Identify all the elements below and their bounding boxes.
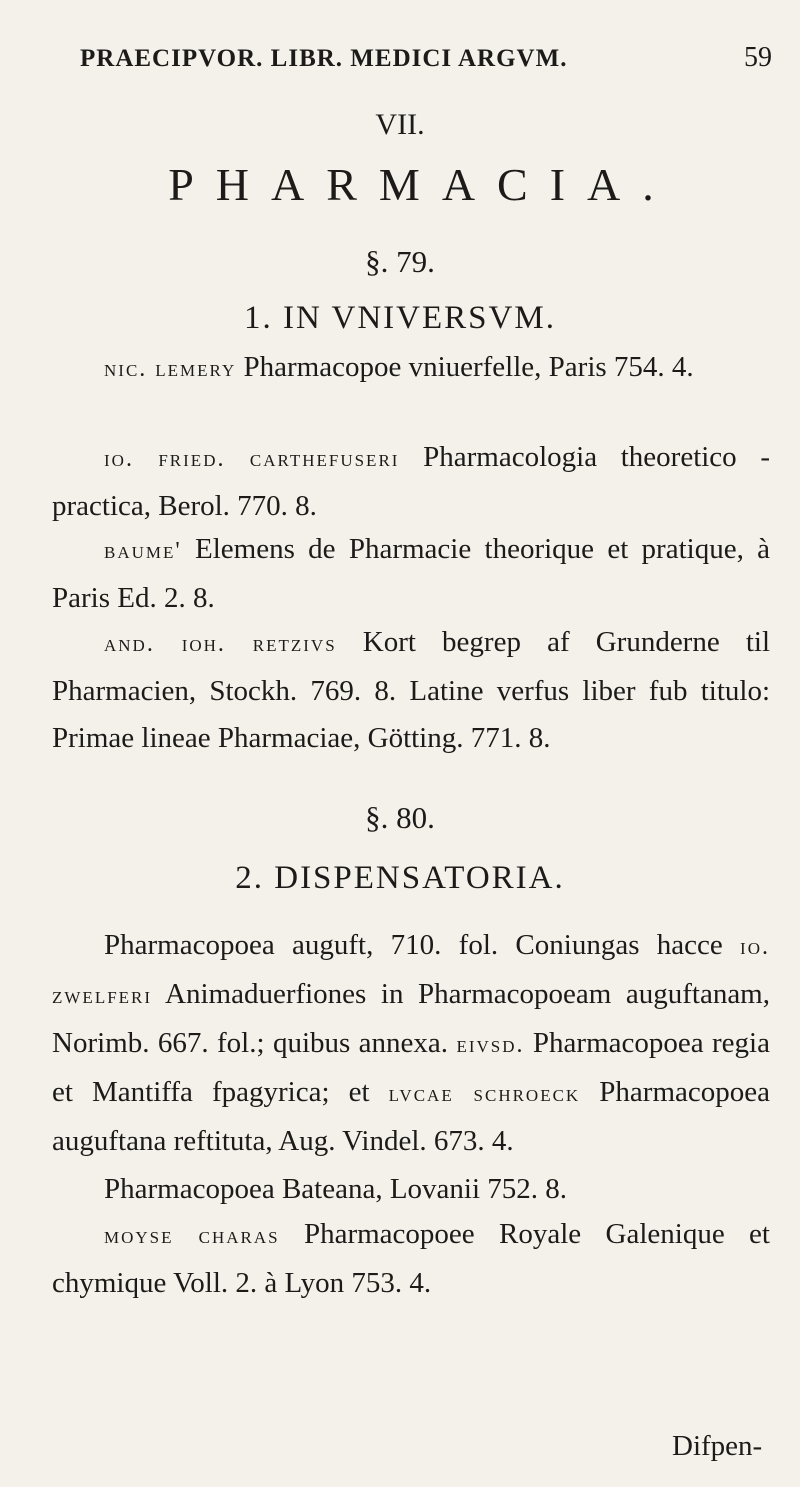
entry-author: and. ioh. retzivs (104, 631, 337, 657)
paragraph-symbol-79: §. 79. (365, 244, 435, 279)
entry-author: baume' (104, 538, 182, 564)
entry-text: Animaduerfiones in Pharmacopoeam auguftanam, Norimb. 667. fol.; quibus annexa. (52, 978, 770, 1059)
entry-text: Pharmacopoee Royale Galenique et chymique Voll. 2. à Lyon 753. 4. (52, 1218, 770, 1299)
subsection-title-universum: 1. IN VNIVERSVM. (244, 300, 556, 336)
entry-text: Kort begrep af Grunderne til Pharmacien, Stockh. 769. 8. Latine verfus liber fub titulo: Primae lineae Pharmaciae, Götting. 771. 8. (52, 626, 770, 754)
entry-text: Pharmacopoea regia et Mantiffa fpagyrica; et (52, 1027, 770, 1108)
entry-author: eivsd. (456, 1032, 525, 1058)
bibliography-entry (52, 434, 770, 530)
catchword: Difpen- (672, 1430, 763, 1462)
entry-author: lvcae schroeck (388, 1081, 581, 1107)
paragraph-symbol-80: §. 80. (365, 800, 435, 835)
section-title: PHARMACIA. (168, 159, 676, 210)
page-number: 59 (744, 42, 772, 73)
bibliography-entry (52, 344, 770, 393)
entry-text: Pharmacopoea Bateana, Lovanii 752. 8. (104, 1173, 568, 1205)
bibliography-entry (52, 1211, 770, 1307)
bibliography-entry (52, 1166, 770, 1213)
entry-author: moyse charas (104, 1223, 280, 1249)
entry-text: Pharmacopoe vniuerfelle, Paris 754. 4. (236, 351, 694, 383)
entry-text: Pharmacopoea auguft, 710. fol. Coniungas hacce (104, 929, 741, 961)
bibliography-entry (52, 526, 770, 622)
entry-author: nic. lemery (104, 356, 237, 382)
entry-author: io. zwelferi (52, 934, 770, 1009)
entry-text: Pharmacologia theoretico - practica, Berol. 770. 8. (52, 441, 771, 522)
section-number: VII. (375, 108, 425, 141)
entry-text: Pharmacopoea auguftana reftituta, Aug. Vindel. 673. 4. (52, 1076, 770, 1157)
running-title: PRAECIPVOR. LIBR. MEDICI ARGVM. (80, 45, 568, 72)
bibliography-entry (52, 922, 770, 1165)
subsection-title-dispensatoria: 2. DISPENSATORIA. (235, 860, 565, 896)
bibliography-entry (52, 619, 770, 762)
entry-text: Elemens de Pharmacie theorique et pratique, à Paris Ed. 2. 8. (52, 533, 770, 614)
entry-author: io. fried. carthefuseri (104, 446, 400, 472)
running-header (80, 42, 772, 74)
